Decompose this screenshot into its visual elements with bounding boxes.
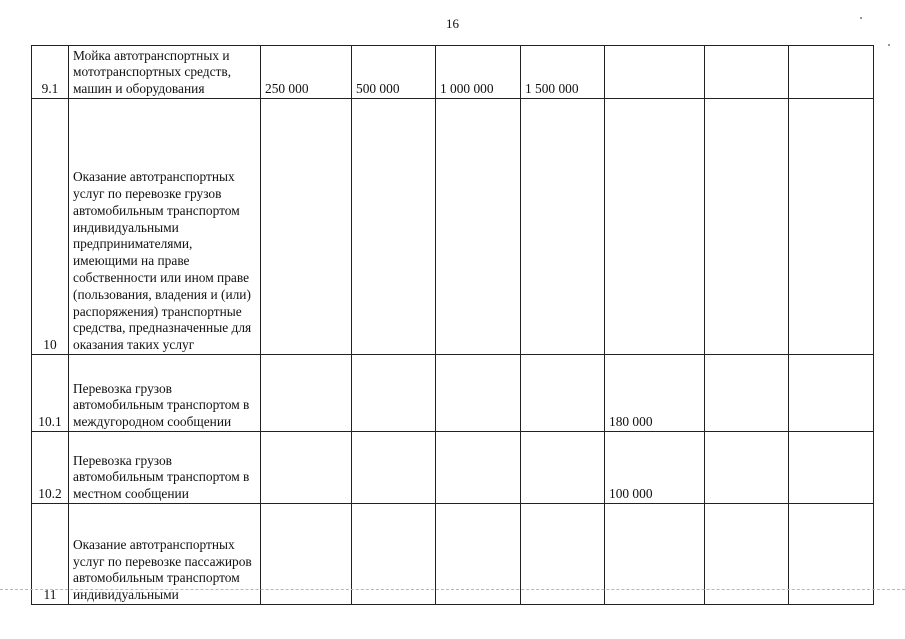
row-description: Оказание автотранспортных услуг по перевозке пассажиров автомобильным транспортом индивидуальными [69, 504, 261, 605]
value-cell: 1 500 000 [521, 46, 605, 99]
tariff-table [31, 45, 874, 605]
row-description: Перевозка грузов автомобильным транспортом в междугородном сообщении [69, 355, 261, 432]
value-cell [705, 46, 789, 99]
value-cell: 500 000 [352, 46, 436, 99]
value-cell: 250 000 [261, 46, 352, 99]
scan-speck [860, 17, 862, 19]
value-cell [605, 46, 705, 99]
value-cell: 100 000 [605, 432, 705, 504]
table-row [32, 99, 874, 355]
scan-artifact-line [0, 589, 905, 590]
scan-speck [888, 44, 890, 46]
table-row [32, 355, 874, 432]
value-cell [352, 432, 436, 504]
value-cell [705, 432, 789, 504]
row-description: Мойка автотранспортных и мототранспортных средств, машин и оборудования [69, 46, 261, 99]
row-number: 10 [32, 99, 69, 355]
row-number: 10.1 [32, 355, 69, 432]
row-description: Перевозка грузов автомобильным транспортом в местном сообщении [69, 432, 261, 504]
value-cell [352, 355, 436, 432]
value-cell [436, 99, 521, 355]
value-cell [521, 99, 605, 355]
value-cell [789, 432, 874, 504]
value-cell [436, 355, 521, 432]
row-number: 10.2 [32, 432, 69, 504]
value-cell [521, 432, 605, 504]
table-row [32, 432, 874, 504]
value-cell [605, 99, 705, 355]
row-description: Оказание автотранспортных услуг по перевозке грузов автомобильным транспортом индивидуальными предпринимателями, имеющими на праве собственности или ином праве (пользования, владения и (или) распоряжения) транспортные средства, предназначенные для оказания таких услуг [69, 99, 261, 355]
table-row [32, 46, 874, 99]
value-cell [261, 355, 352, 432]
value-cell [352, 99, 436, 355]
value-cell [705, 355, 789, 432]
page-number: 16 [446, 16, 459, 31]
row-number: 11 [32, 504, 69, 605]
value-cell: 1 000 000 [436, 46, 521, 99]
value-cell [261, 432, 352, 504]
value-cell: 180 000 [605, 355, 705, 432]
value-cell [789, 46, 874, 99]
value-cell [705, 99, 789, 355]
value-cell [789, 99, 874, 355]
value-cell [521, 355, 605, 432]
value-cell [789, 355, 874, 432]
value-cell [261, 99, 352, 355]
row-number: 9.1 [32, 46, 69, 99]
value-cell [436, 432, 521, 504]
